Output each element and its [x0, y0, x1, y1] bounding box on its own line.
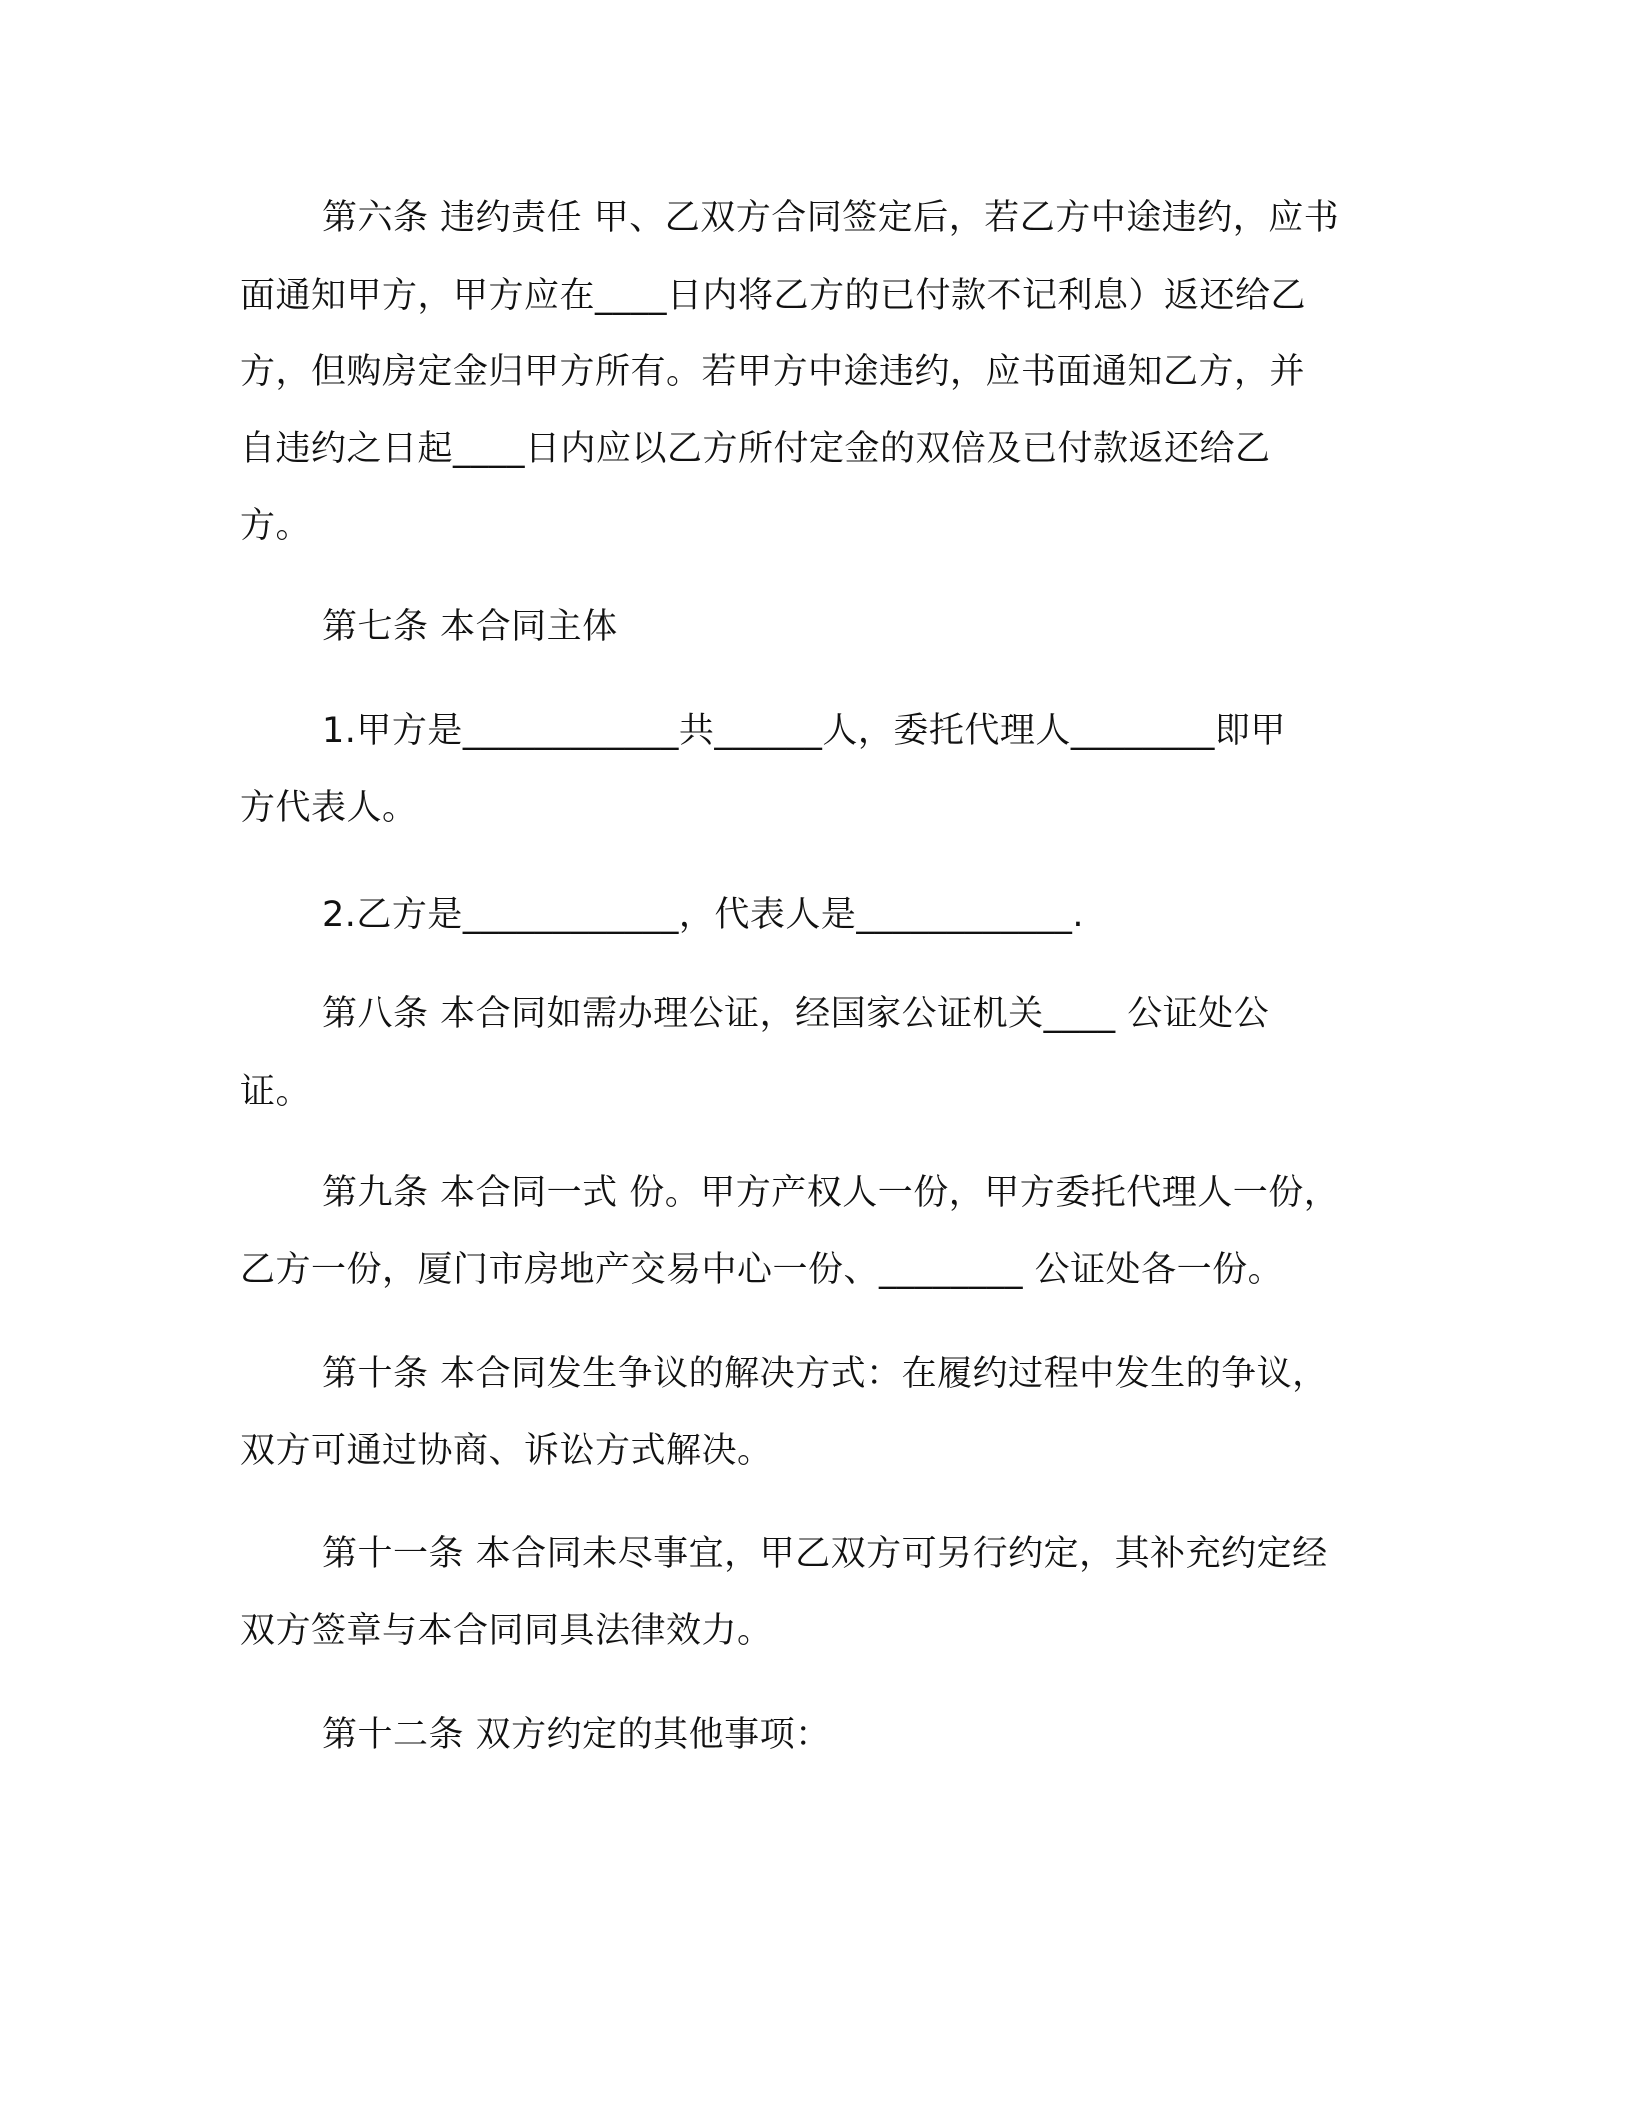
article-8-line-2: 证。 [240, 1072, 312, 1112]
article-12-heading: 第十二条 双方约定的其他事项： [322, 1715, 831, 1755]
article-6-line-1: 第六条 违约责任 甲、乙双方合同签定后，若乙方中途违约，应书 [322, 198, 1340, 238]
article-6-line-3: 方，但购房定金归甲方所有。若甲方中途违约，应书面通知乙方，并 [240, 352, 1306, 392]
article-10-line-2: 双方可通过协商、诉讼方式解决。 [240, 1431, 773, 1471]
article-6-line-4: 自违约之日起____日内应以乙方所付定金的双倍及已付款返还给乙 [240, 429, 1271, 469]
article-11-line-1: 第十一条 本合同未尽事宜，甲乙双方可另行约定，其补充约定经 [322, 1534, 1328, 1574]
article-7-item-1-line-2: 方代表人。 [240, 788, 418, 828]
article-11-line-2: 双方签章与本合同同具法律效力。 [240, 1611, 773, 1651]
article-9-line-1: 第九条 本合同一式 份。甲方产权人一份，甲方委托代理人一份， [322, 1173, 1340, 1213]
article-7-item-2: 2.乙方是____________，代表人是____________. [322, 895, 1085, 935]
article-9-line-2: 乙方一份，厦门市房地产交易中心一份、________ 公证处各一份。 [240, 1250, 1284, 1290]
article-10-line-1: 第十条 本合同发生争议的解决方式：在履约过程中发生的争议， [322, 1354, 1328, 1394]
article-7-heading: 第七条 本合同主体 [322, 607, 618, 647]
article-7-item-1-line-1: 1.甲方是____________共______人，委托代理人________即甲 [322, 711, 1286, 751]
article-8-line-1: 第八条 本合同如需办理公证，经国家公证机关____ 公证处公 [322, 994, 1270, 1034]
article-6-line-5: 方。 [240, 506, 312, 546]
article-6-line-2: 面通知甲方，甲方应在____日内将乙方的已付款不记利息）返还给乙 [240, 276, 1307, 316]
